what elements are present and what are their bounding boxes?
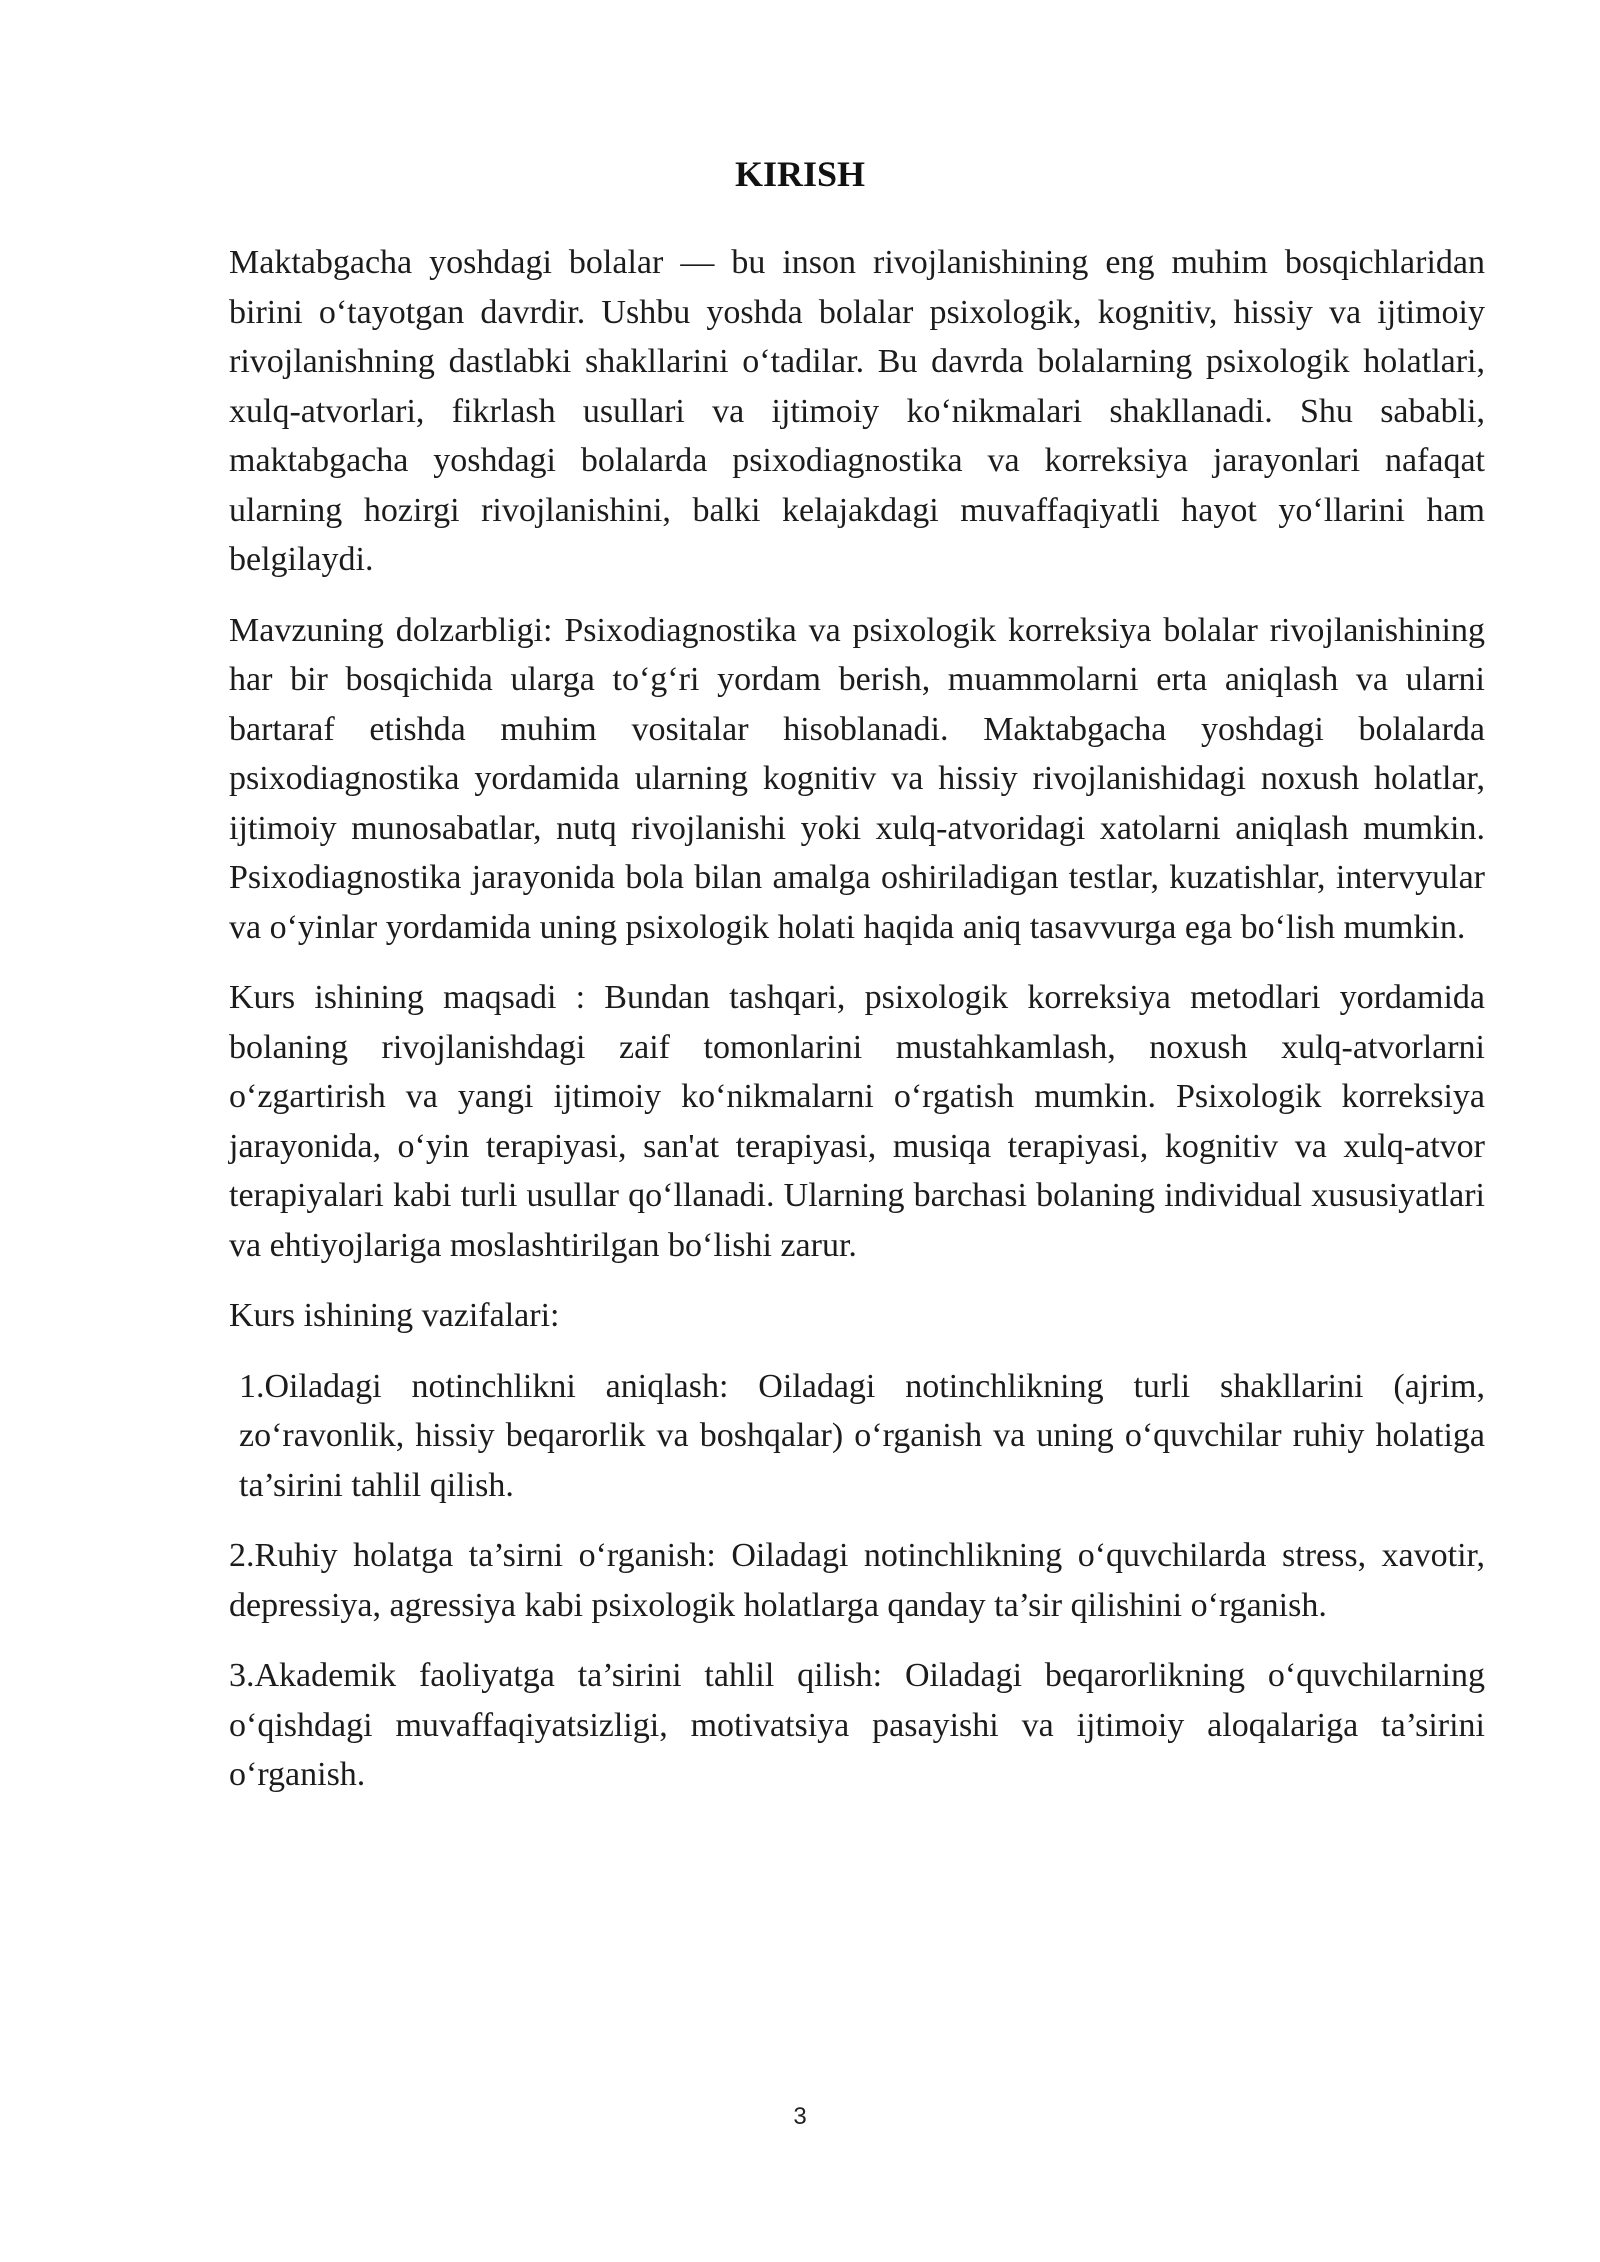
paragraph-relevance: Mavzuning dolzarbligi: Psixodiagnostika va psixologik korreksiya bolalar rivojlanishining har bir bosqichida ularga to‘g‘ri yordam berish, muammolarni erta aniqlash va ularni bartaraf etishda muhim vositalar hisoblanadi. Maktabgacha yoshdagi bolalarda psixodiagnostika yordamida ularning kognitiv va hissiy rivojlanishidagi noxush holatlar, ijtimoiy munosabatlar, nutq rivojlanishi yoki xulq-atvoridagi xatolarni aniqlash mumkin. Psixodiagnostika jarayonida bola bilan amalga oshiriladigan testlar, kuzatishlar, intervyular va o‘yinlar yordamida uning psixologik holati haqida aniq tasavvurga ega bo‘lish mumkin.: [229, 611, 1485, 946]
paragraph-task-3: 3.Akademik faoliyatga ta’sirini tahlil qilish: Oiladagi beqarorlikning o‘quvchilarning o‘qishdagi muvaffaqiyatsizligi, motivatsiya pasayishi va ijtimoiy aloqalariga ta’sirini o‘rganish.: [229, 1657, 1485, 1793]
page-number: 3: [793, 2103, 807, 2130]
paragraph-task-1: 1.Oiladagi notinchlikni aniqlash: Oiladagi notinchlikning turli shakllarini (ajrim, zo‘ravonlik, hissiy beqarorlik va boshqalar) o‘rganish va uning o‘quvchilar ruhiy holatiga ta’sirini tahlil qilish.: [239, 1367, 1485, 1504]
body-text: [229, 238, 1485, 1821]
paragraph-task-2: 2.Ruhiy holatga ta’sirni o‘rganish: Oiladagi notinchlikning o‘quvchilarda stress, xavotir, depressiya, agressiya kabi psixologik holatlarga qanday ta’sir qilishini o‘rganish.: [229, 1537, 1485, 1624]
paragraph-intro: Maktabgacha yoshdagi bolalar — bu inson rivojlanishining eng muhim bosqichlaridan birini o‘tayotgan davrdir. Ushbu yoshda bolalar psixologik, kognitiv, hissiy va ijtimoiy rivojlanishning dastlabki shakllarini o‘tadilar. Bu davrda bolalarning psixologik holatlari, xulq-atvorlari, fikrlash usullari va ijtimoiy ko‘nikmalari shakllanadi. Shu sababli, maktabgacha yoshdagi bolalarda psixodiagnostika va korreksiya jarayonlari nafaqat ularning hozirgi rivojlanishini, balki kelajakdagi muvaffaqiyatli hayot yo‘llarini ham belgilaydi.: [229, 244, 1485, 578]
page-title: KIRISH: [734, 154, 866, 194]
paragraph-goal: Kurs ishining maqsadi : Bundan tashqari, psixologik korreksiya metodlari yordamida bolaning rivojlanishdagi zaif tomonlarini mustahkamlash, noxush xulq-atvorlarni o‘zgartirish va yangi ijtimoiy ko‘nikmalarni o‘rgatish mumkin. Psixologik korreksiya jarayonida, o‘yin terapiyasi, san'at terapiyasi, musiqa terapiyasi, kognitiv va xulq-atvor terapiyalari kabi turli usullar qo‘llanadi. Ularning barchasi bolaning individual xususiyatlari va ehtiyojlariga moslashtirilgan bo‘lishi zarur.: [229, 979, 1485, 1264]
paragraph-tasks-heading: Kurs ishining vazifalari:: [229, 1297, 560, 1334]
